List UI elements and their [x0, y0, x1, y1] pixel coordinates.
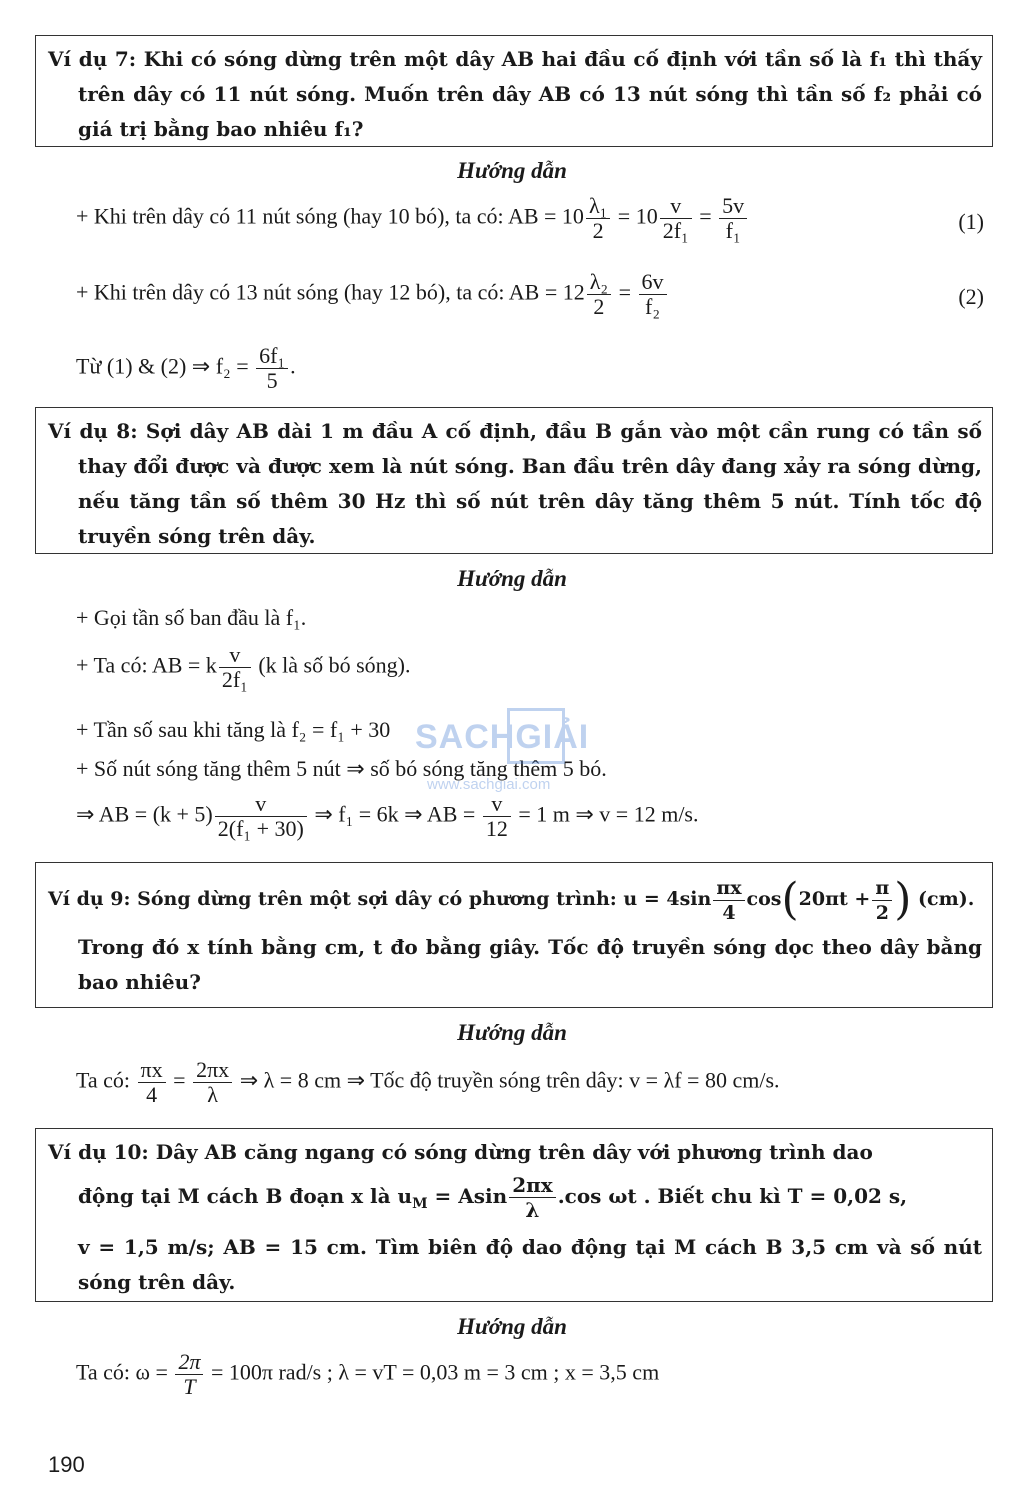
- fraction: $\frac{v}{\text{2f₁}}$: [219, 643, 251, 692]
- fraction: $\frac{2\pi x}{\lambda}$: [193, 1058, 232, 1107]
- equation-number-1: (1): [958, 209, 984, 234]
- fraction: $\frac{v}{12}$: [483, 792, 511, 841]
- right-paren: ): [894, 874, 912, 925]
- example-7-box: [35, 35, 993, 147]
- example-10-box: [35, 1128, 993, 1302]
- fraction: $\frac{\pi}{2}$: [872, 876, 892, 925]
- watermark-brand: SACHGIẢI: [415, 718, 590, 756]
- example-8-step-3: + Tần số sau khi tăng là f₂ = f₁ + 30: [76, 717, 391, 742]
- example-8-step-5: ⇒ AB = (k + 5) $\frac{v}{\text{2(f₁ + 30)}}$ ⇒ f₁ = 6k ⇒ AB = $\frac{v}{12}$ = 1 m ⇒ v = 12 m/s.: [76, 791, 699, 841]
- example-10-guide-heading: Hướng dẫn: [457, 1314, 567, 1339]
- example-10-line-1: Ví dụ 10: Dây AB căng ngang có sóng dừng trên dây với phương trình dao: [48, 1140, 873, 1164]
- equation-number-2: (2): [958, 284, 984, 309]
- fraction: $\frac{5v}{\text{f₁}}$: [719, 194, 747, 243]
- watermark-url: www.sachgiai.com: [427, 776, 551, 793]
- example-10-line-3: v = 1,5 m/s; AB = 15 cm. Tìm biên độ dao động tại M cách B 3,5 cm và số nút sóng trên dây.: [78, 1235, 982, 1294]
- left-paren: (: [781, 874, 799, 925]
- fraction: $\frac{\text{6f₁}}{5}$: [256, 344, 288, 393]
- fraction: $\frac{v}{\text{2f₁}}$: [660, 194, 692, 243]
- example-8-step-4: + Số nút sóng tăng thêm 5 nút ⇒ số bó sóng tăng thêm 5 bó.: [76, 756, 607, 781]
- example-7-step-2: + Khi trên dây có 13 nút sóng (hay 12 bó), ta có: AB = 12 $\frac{\text{λ₂}}{2}$ = $\frac{6v}{\text{f₂}}$: [76, 270, 669, 319]
- fraction: $\frac{\text{λ₁}}{2}$: [586, 194, 610, 243]
- fraction: $\frac{2\pi x}{\lambda}$: [509, 1173, 555, 1222]
- example-8-box: [35, 407, 993, 554]
- fraction: $\frac{2\pi}{T}$: [175, 1350, 203, 1399]
- example-7-question: Ví dụ 7: Khi có sóng dừng trên một dây AB hai đầu cố định với tần số là f₁ thì thấy trên dây có 11 nút sóng. Muốn trên dây AB có 13 nút sóng thì tần số f₂ phải có giá trị bằng bao nhiêu f₁?: [48, 47, 982, 141]
- example-10-step-1: Ta có: ω = $\frac{2\pi}{T}$ = 100π rad/s ; λ = vT = 0,03 m = 3 cm ; x = 3,5 cm: [76, 1349, 660, 1399]
- page-number: 190: [48, 1452, 85, 1477]
- example-7-step-1: + Khi trên dây có 11 nút sóng (hay 10 bó), ta có: AB = 10 $\frac{\text{λ₁}}{2}$ = 10 $\frac{v}{\text{2f₁}}$ = $\frac{5v}{\text{f₁}}$: [76, 194, 749, 243]
- fraction: $\frac{v}{\text{2(f₁ + 30)}}$: [215, 792, 307, 841]
- example-8-guide-heading: Hướng dẫn: [457, 566, 567, 591]
- example-7-conclusion: Từ (1) & (2) ⇒ f₂ = $\frac{\text{6f₁}}{5}$ .: [76, 343, 296, 393]
- example-8-step-2: + Ta có: AB = k $\frac{v}{\text{2f₁}}$ (k là số bó sóng).: [76, 642, 411, 692]
- fraction: $\frac{\text{λ₂}}{2}$: [587, 270, 611, 319]
- example-8-question: Ví dụ 8: Sợi dây AB dài 1 m đầu A cố định, đầu B gắn vào một cần rung có tần số thay đổi được và được xem là nút sóng. Ban đầu trên dây đang xảy ra sóng dừng, nếu tăng tần số thêm 30 Hz thì số nút trên dây tăng thêm 5 nút. Tính tốc độ truyền sóng trên dây.: [48, 419, 982, 548]
- sachgiai-watermark: [415, 700, 625, 800]
- example-7-guide-heading: Hướng dẫn: [457, 158, 567, 183]
- fraction: $\frac{\pi x}{4}$: [138, 1058, 166, 1107]
- example-9-question: Trong đó x tính bằng cm, t đo bằng giây. Tốc độ truyền sóng dọc theo dây bằng bao nhiêu?: [78, 935, 982, 994]
- example-9-guide-heading: Hướng dẫn: [457, 1020, 567, 1045]
- fraction: $\frac{6v}{\text{f₂}}$: [639, 270, 667, 319]
- example-10-line-2: động tại M cách B đoạn x là $u_M = Asin$ $\frac{2\pi x}{\lambda}$ .cos ωt . Biết chu kì T = 0,02 s,: [78, 1173, 908, 1222]
- fraction: $\frac{\pi x}{4}$: [713, 876, 744, 925]
- example-8-step-1: + Gọi tần số ban đầu là f₁.: [76, 605, 307, 630]
- example-9-step-1: Ta có: $\frac{\pi x}{4}$ = $\frac{2\pi x}{\lambda}$ ⇒ λ = 8 cm ⇒ Tốc độ truyền sóng trên dây: v = λf = 80 cm/s.: [76, 1057, 780, 1107]
- example-9-box: [35, 862, 993, 1008]
- example-9-equation-line: Ví dụ 9: Sóng dừng trên một sợi dây có phương trình: u = 4sin $\frac{\pi x}{4}$ cos(20πt + $\frac{\pi}{2}$ ) (cm).: [48, 874, 975, 925]
